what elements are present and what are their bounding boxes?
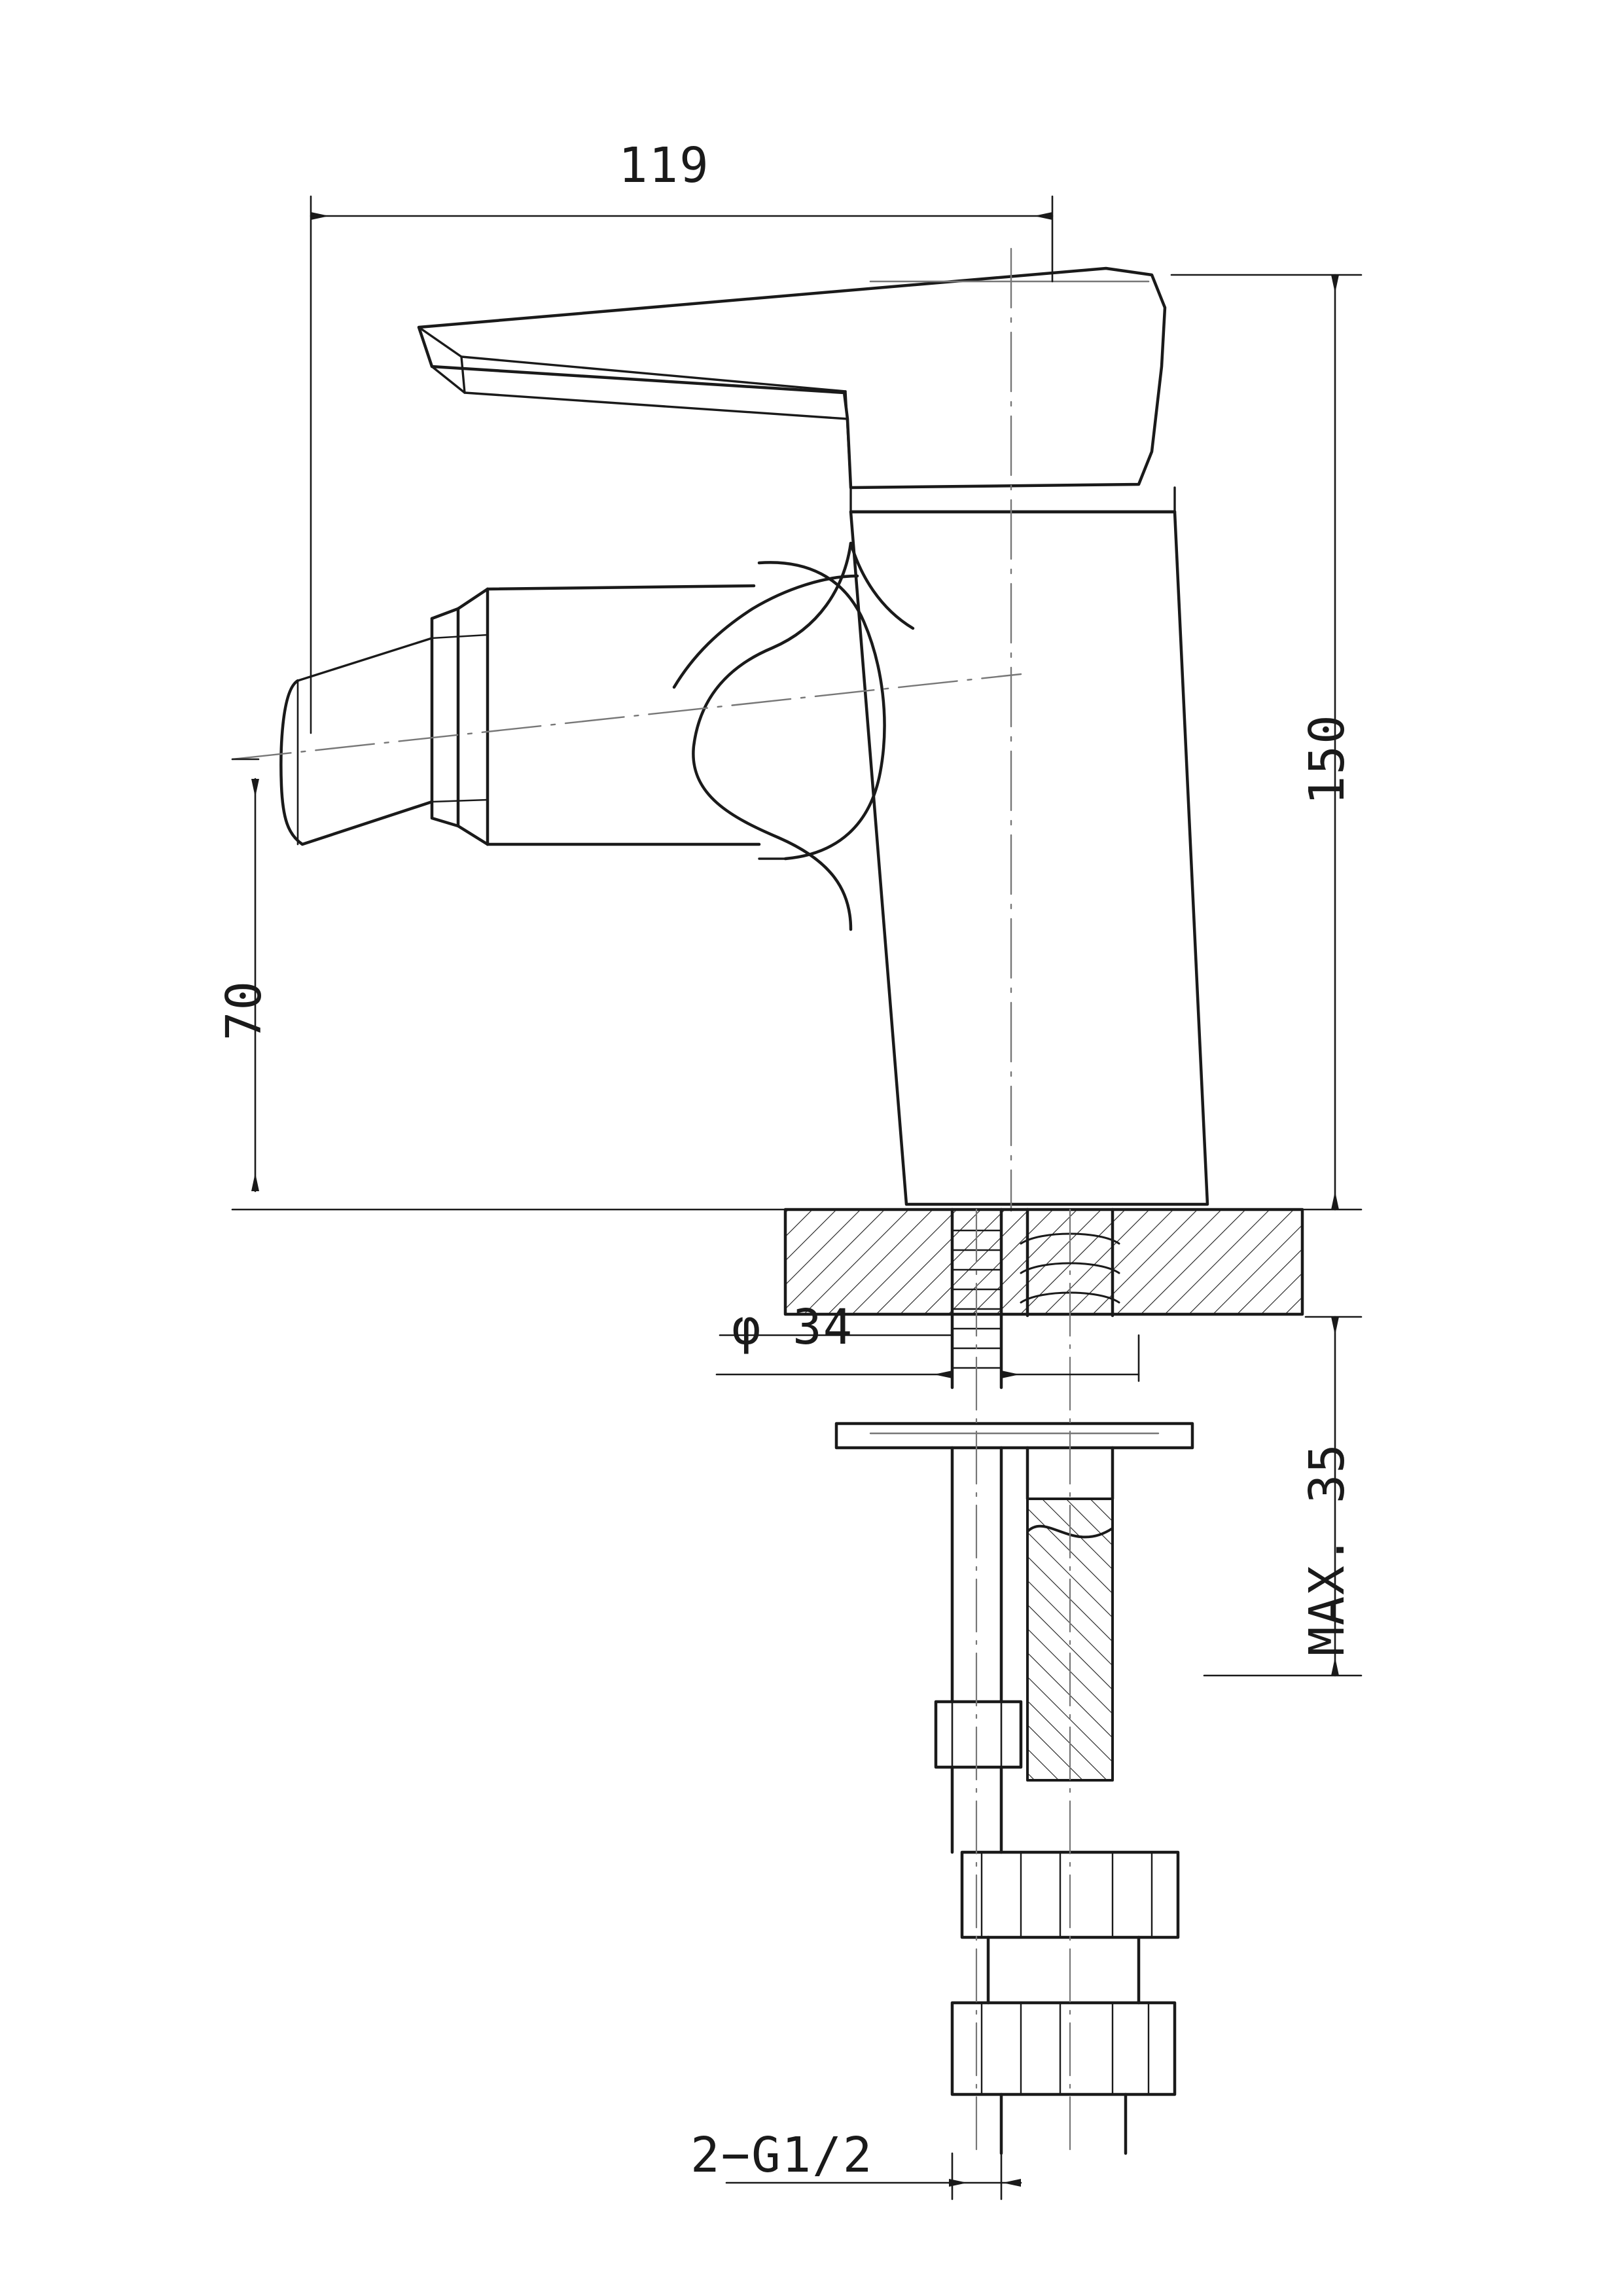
dimension-label-width-119: 119 bbox=[618, 137, 710, 194]
counter-deck bbox=[785, 1210, 1302, 1314]
dimension-label-max-deck-35: MAX. 35 bbox=[1299, 1443, 1355, 1656]
mounting-washer bbox=[836, 1424, 1192, 1448]
dimension-label-hole-diameter: φ 34 bbox=[732, 1299, 854, 1355]
hex-nut-lower bbox=[952, 2003, 1175, 2153]
lower-shank bbox=[936, 1448, 1113, 1852]
dimension-label-height-150: 150 bbox=[1299, 713, 1355, 805]
faucet-body-column bbox=[851, 488, 1207, 1204]
spout-assembly bbox=[232, 543, 1021, 929]
lever-handle bbox=[419, 268, 1165, 488]
dimension-label-thread-size: 2−G1/2 bbox=[690, 2127, 874, 2183]
dimension-label-spout-height-70: 70 bbox=[216, 979, 272, 1041]
dimension-lines bbox=[232, 196, 1361, 2199]
